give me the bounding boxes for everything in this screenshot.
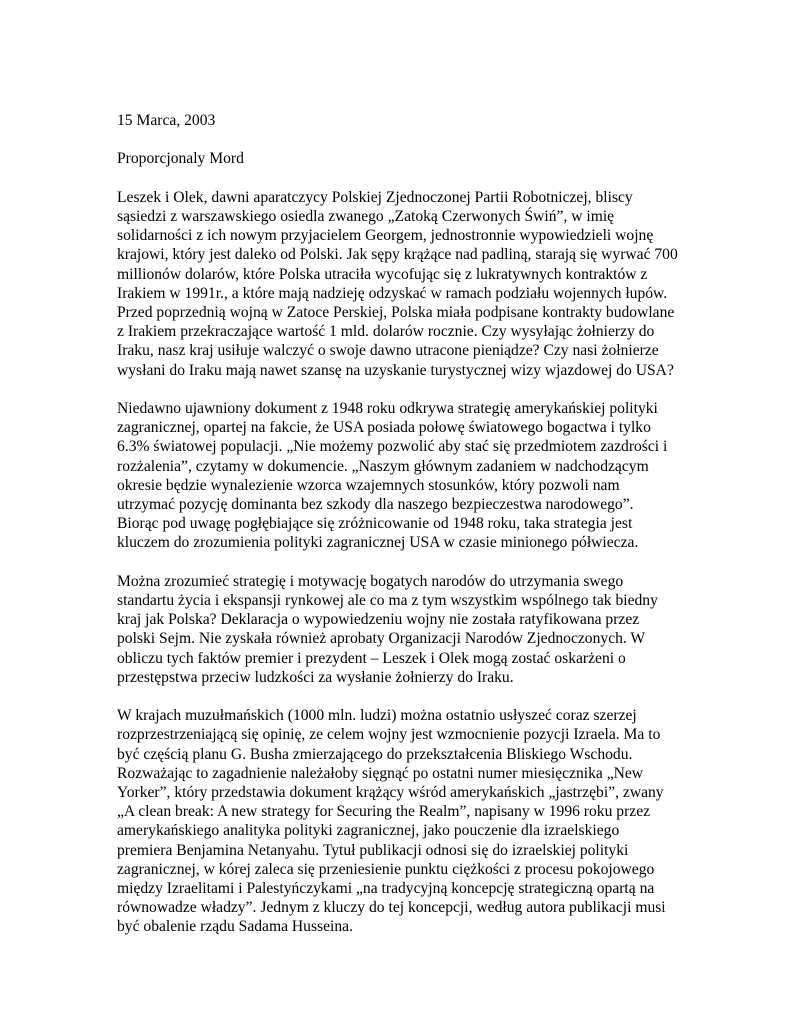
text-line: krajowi, który jest daleko od Polski. Jak sępy krążące nad padliną, starają się wyrwać 700 [117, 246, 678, 264]
document-title: Proporcjonaly Mord [117, 150, 244, 168]
text-line: kraj jak Polska? Deklaracja o wypowiedzeniu wojny nie została ratyfikowana przez [117, 611, 640, 629]
text-line: Leszek i Olek, dawni aparatczycy Polskiej Zjednoczonej Partii Robotniczej, bliscy [117, 188, 633, 206]
text-line: sąsiedzi z warszawskiego osiedla zwanego „Zatoką Czerwonych Świń”, w imię [117, 207, 615, 225]
text-line: okresie będzie wynalezienie wzorca wzajemnych stosunków, który pozwoli nam [117, 476, 620, 494]
text-line: Niedawno ujawniony dokument z 1948 roku odkrywa strategię amerykańskiej polityki [117, 400, 658, 417]
text-line: przestępstwa przeciw ludzkości za wysłanie żołnierzy do Iraku. [117, 668, 514, 686]
text-line: Iraku, nasz kraj usiłuje walczyć o swoje dawno utracone pieniądze? Czy nasi żołnierze [117, 342, 659, 360]
paragraph-3 [117, 572, 685, 687]
text-line: między Izraelitami i Palestyńczykami „na tradycyjną koncepcję strategiczną opartą na [117, 880, 655, 898]
text-line: Przed poprzednią wojną w Zatoce Perskiej, Polska miała podpisane kontrakty budowlane [117, 304, 675, 321]
text-line: Rozważając to zagadnienie należałoby sięgnąć po ostatni numer miesięcznika „New [117, 764, 644, 782]
text-line: być obalenie rządu Sadama Husseina. [117, 918, 353, 936]
text-line: amerykańskiego analityka polityki zagranicznej, jako pouczenie dla izraelskiego [117, 822, 620, 840]
document-body [117, 111, 685, 956]
paragraph-1 [117, 188, 685, 380]
text-line: kluczem do zrozumienia polityki zagranicznej USA w czasie minionego półwiecza. [117, 534, 639, 552]
text-line: Yorker”, który przedstawia dokument krążący wśród amerykańskich „jastrzębi”, zwany [117, 784, 664, 802]
text-line: premiera Benjamina Netanyahu. Tytuł publikacji odnosi się do izraelskiej polityki [117, 841, 629, 859]
text-line: zagranicznej, opartej na fakcie, że USA posiada połowę światowego bogactwa i tylko [117, 419, 651, 437]
text-line: Można zrozumieć strategię i motywację bogatych narodów do utrzymania swego [117, 572, 624, 590]
text-line: obliczu tych faktów premier i prezydent – Leszek i Olek mogą zostać oskarżeni o [117, 649, 626, 667]
text-line: W krajach muzułmańskich (1000 mln. ludzi) można ostatnio usłyszeć coraz szerzej [117, 707, 637, 725]
text-line: millionów dolarów, które Polska utraciła wycofując się z lukratywnych kontraktów z [117, 265, 648, 283]
text-line: polski Sejm. Nie zyskała również aprobaty Organizacji Narodów Zjednoczonych. W [117, 630, 646, 648]
text-line: solidarności z ich nowym przyjacielem Georgem, jednostronnie wypowiedzieli wojnę [117, 227, 654, 245]
text-line: równowadze władzy”. Jednym z kluczy do tej koncepcji, według autora publikacji musi [117, 899, 666, 917]
text-line: rozżalenia”, czytamy w dokumencie. „Naszym głównym zadaniem w nadchodzącym [117, 457, 649, 475]
text-line: standartu życia i ekspansji rynkowej ale co ma z tym wszystkim wspólnego tak biedny [117, 592, 658, 610]
paragraph-4 [117, 706, 685, 936]
text-line: utrzymać pozycję dominanta bez szkody dla naszego bezpieczestwa narodowego”. [117, 496, 634, 514]
text-line: być częścią planu G. Busha zmierzającego do przekształcenia Bliskiego Wschodu. [117, 745, 633, 763]
text-line: zagranicznej, w kórej zaleca się przeniesienie punktu ciężkości z procesu pokojowego [117, 860, 655, 878]
text-line: Biorąc pod uwagę pogłębiające się zróżnicowanie od 1948 roku, taka strategia jest [117, 515, 633, 533]
text-line: rozprzestrzeniającą się opinię, ze celem wojny jest wzmocnienie pozycji Izraela. Ma to [117, 726, 661, 744]
text-line: Irakiem w 1991r., a które mają nadzieję odzyskać w ramach podziału wojennych łupów. [117, 284, 668, 302]
text-line: „A clean break: A new strategy for Securing the Realm”, napisany w 1996 roku przez [117, 803, 651, 821]
text-line: 6.3% światowej populacji. „Nie możemy pozwolić aby stać się przedmiotem zazdrości i [117, 438, 668, 456]
text-line: wysłani do Iraku mają nawet szansę na uzyskanie turystycznej wizy wjazdowej do USA? [117, 361, 674, 379]
paragraph-2 [117, 399, 685, 553]
text-line: z Irakiem przekraczające wartość 1 mld. dolarów rocznie. Czy wysyłając żołnierzy do [117, 323, 655, 341]
document-date: 15 Marca, 2003 [117, 112, 216, 129]
